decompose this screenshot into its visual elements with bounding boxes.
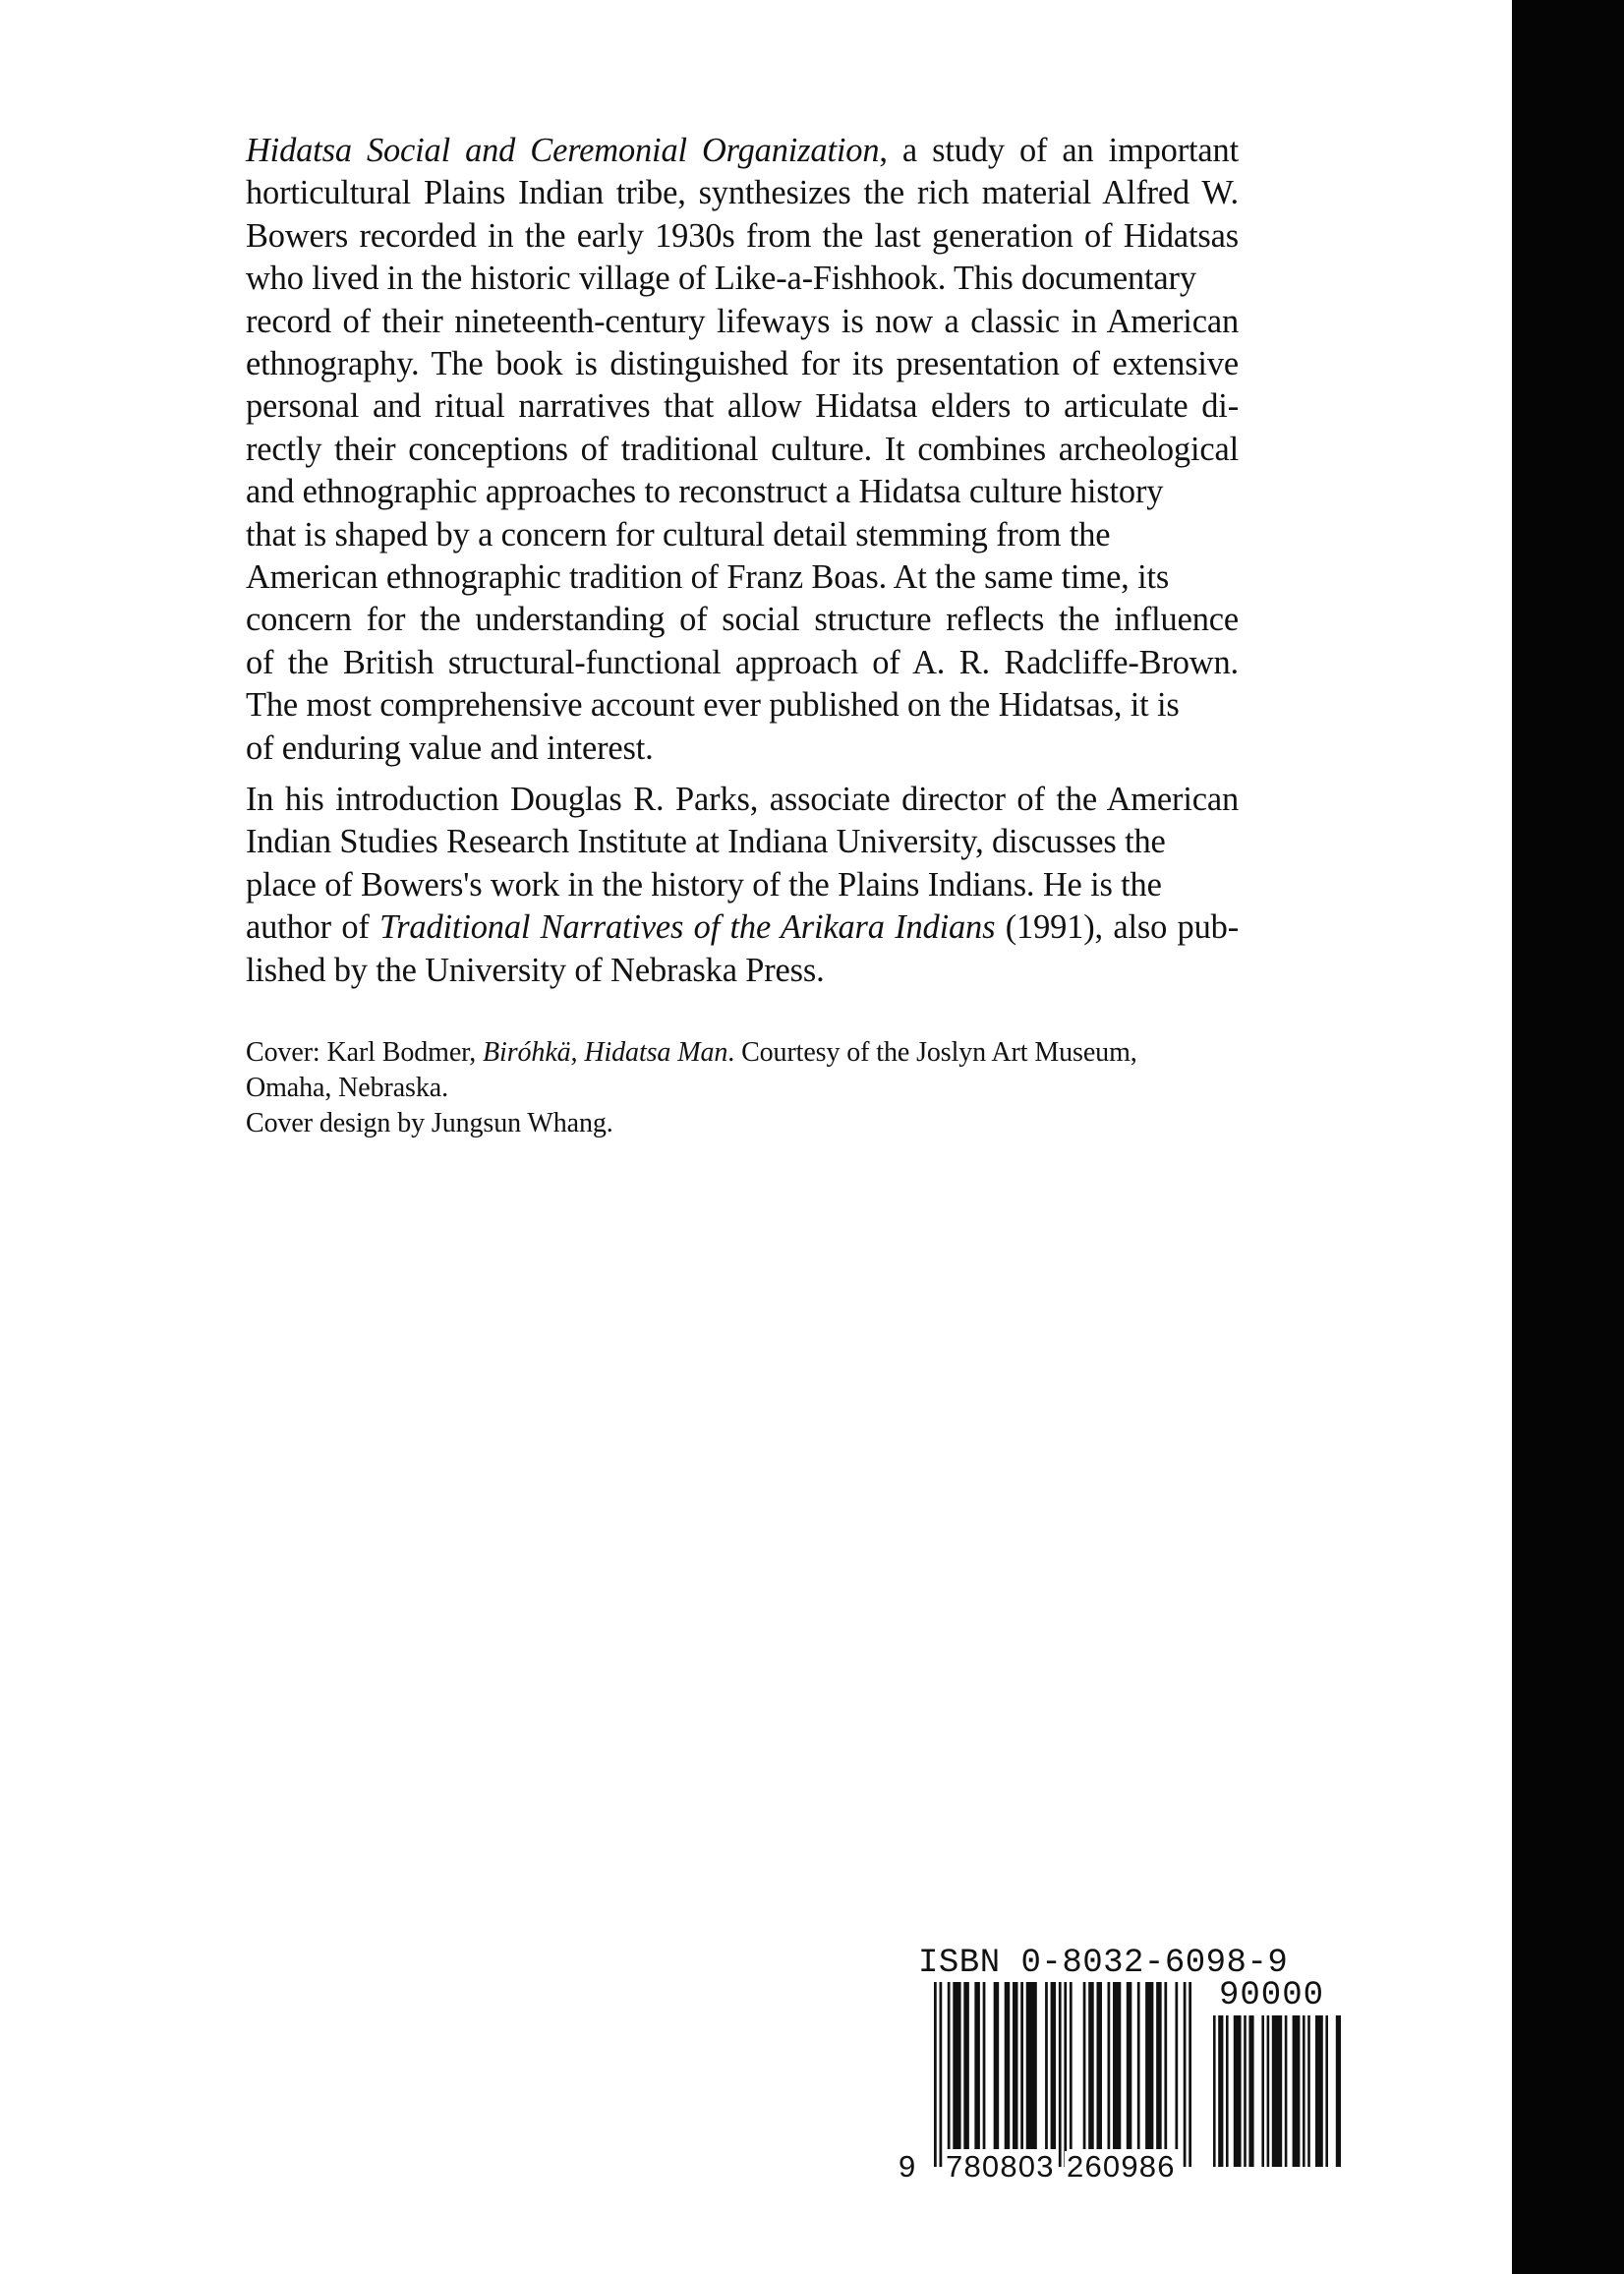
barcode-bar (1113, 1982, 1121, 2149)
cover-art-credit: Cover: Karl Bodmer, Biróhkä, Hidatsa Man. Courtesy of the Joslyn Art Museum, (246, 1037, 1137, 1068)
paragraph-line: horticultural Plains Indian tribe, synthesizes the rich material Alfred W. (246, 174, 1239, 212)
barcode-bar (1226, 2015, 1229, 2167)
paragraph-line: Indian Studies Research Institute at Indiana University, discusses the (246, 823, 1166, 861)
barcode-bar (1234, 2015, 1242, 2167)
barcode-bar (948, 1982, 951, 2149)
paragraph-line: Hidatsa Social and Ceremonial Organization, a study of an important (246, 132, 1240, 169)
description-paragraph-1 (246, 130, 1239, 770)
paragraph-line: Bowers recorded in the early 1930s from the last generation of Hidatsas (246, 216, 1239, 255)
paragraph-line: of the British structural-functional approach of A. R. Radcliffe-Brown. (246, 643, 1239, 681)
barcode-bar (1045, 1982, 1048, 2149)
barcode-bar (1026, 1982, 1037, 2149)
paragraph-line: that is shaped by a concern for cultural detail stemming from the (246, 515, 1111, 554)
barcode-bar (1307, 2015, 1310, 2167)
barcode-bar (963, 1982, 969, 2149)
paragraph-line: ethnography. The book is distinguished for its presentation of extensive (246, 345, 1239, 383)
ean-first-digit: 9 (899, 2149, 916, 2184)
paragraph-line: American ethnographic tradition of Franz Boas. At the same time, its (246, 558, 1170, 597)
barcode-bar (1175, 1982, 1178, 2149)
barcode-bar (1315, 2015, 1323, 2167)
paragraph-line: personal and ritual narratives that allow Hidatsa elders to articulate di- (246, 387, 1239, 426)
cover-credits (246, 1035, 1239, 1141)
barcode-bar (1070, 1982, 1073, 2149)
barcode-bar (1336, 2015, 1341, 2167)
barcode-bar (994, 1982, 1000, 2149)
barcode-bar (1213, 2015, 1216, 2167)
book-title: Hidatsa Social and Ceremonial Organization (246, 132, 880, 169)
artwork-title: Biróhkä, Hidatsa Man (483, 1037, 728, 1068)
barcode-bar (1184, 1982, 1187, 2167)
barcode-bar (974, 1982, 980, 2149)
barcode-bar (1083, 1982, 1086, 2149)
barcode-bar (1059, 1982, 1062, 2167)
barcode-bar (1127, 1982, 1132, 2149)
barcode-bar (953, 1982, 960, 2149)
barcode-bar (1145, 1982, 1153, 2149)
barcode-bar (1137, 1982, 1140, 2149)
paragraph-line: author of Traditional Narratives of the Arikara Indians (1991), also pub- (246, 908, 1239, 947)
barcode-bar (1293, 2015, 1301, 2167)
barcode-bar (1267, 2015, 1270, 2167)
barcode-bar (1088, 1982, 1094, 2149)
barcode-bar (1325, 2015, 1328, 2167)
barcode-bar (1218, 2015, 1223, 2167)
ean-left-digits: 780803 (946, 2149, 1055, 2184)
barcode-bar (940, 1982, 943, 2167)
barcode-bar (1244, 2015, 1247, 2167)
paragraph-line: of enduring value and interest. (246, 729, 654, 767)
barcode-bar (1005, 1982, 1011, 2149)
barcode-bar (1248, 2015, 1253, 2167)
barcode-bar (1013, 1982, 1018, 2149)
barcode-bar (1189, 1982, 1191, 2167)
barcode-bar (1064, 1982, 1067, 2167)
paragraph-line: In his introduction Douglas R. Parks, associate director of the American (246, 781, 1239, 818)
barcode-bar (1156, 1982, 1162, 2149)
isbn-label: ISBN 0-8032-6098-9 (918, 1945, 1289, 1982)
paragraph-line: place of Bowers's work in the history of the Plains Indians. He is the (246, 865, 1162, 904)
scan-edge-bar (1512, 0, 1624, 2274)
addon-barcode (1213, 2015, 1341, 2167)
cover-design-credit: Cover design by Jungsun Whang. (246, 1108, 613, 1138)
description-paragraph-2 (246, 779, 1239, 992)
paragraph-line: rectly their conceptions of traditional culture. It combines archeological (246, 430, 1239, 468)
barcode-bar (1303, 2015, 1305, 2167)
book-title: Traditional Narratives of the Arikara Indians (379, 908, 996, 947)
ean-right-digits: 260986 (1067, 2149, 1176, 2184)
barcode-bar (1164, 1982, 1167, 2149)
cover-art-credit-line-2: Omaha, Nebraska. (246, 1073, 448, 1103)
barcode-bar (1051, 1982, 1057, 2149)
barcode-bar (1285, 2015, 1288, 2167)
paragraph-line: lished by the University of Nebraska Press. (246, 951, 825, 989)
paragraph-line: concern for the understanding of social structure reflects the influence (246, 601, 1239, 639)
paragraph-line: The most comprehensive account ever published on the Hidatsas, it is (246, 686, 1180, 725)
barcode-bar (1108, 1982, 1111, 2149)
paragraph-line: and ethnographic approaches to reconstruct a Hidatsa culture history (246, 473, 1164, 511)
paragraph-line: record of their nineteenth-century lifeways is now a classic in American (246, 302, 1239, 340)
price-addon-code: 90000 (1219, 1977, 1325, 2014)
barcode-bar (1020, 1982, 1023, 2149)
ean-barcode (934, 1982, 1191, 2167)
barcode-bar (1096, 1982, 1102, 2149)
paragraph-line: who lived in the historic village of Like-a-Fishhook. This documentary (246, 260, 1196, 298)
barcode-bar (983, 1982, 986, 2149)
barcode-bar (1272, 2015, 1282, 2167)
barcode-bar (934, 1982, 937, 2167)
barcode-bar (1261, 2015, 1264, 2167)
